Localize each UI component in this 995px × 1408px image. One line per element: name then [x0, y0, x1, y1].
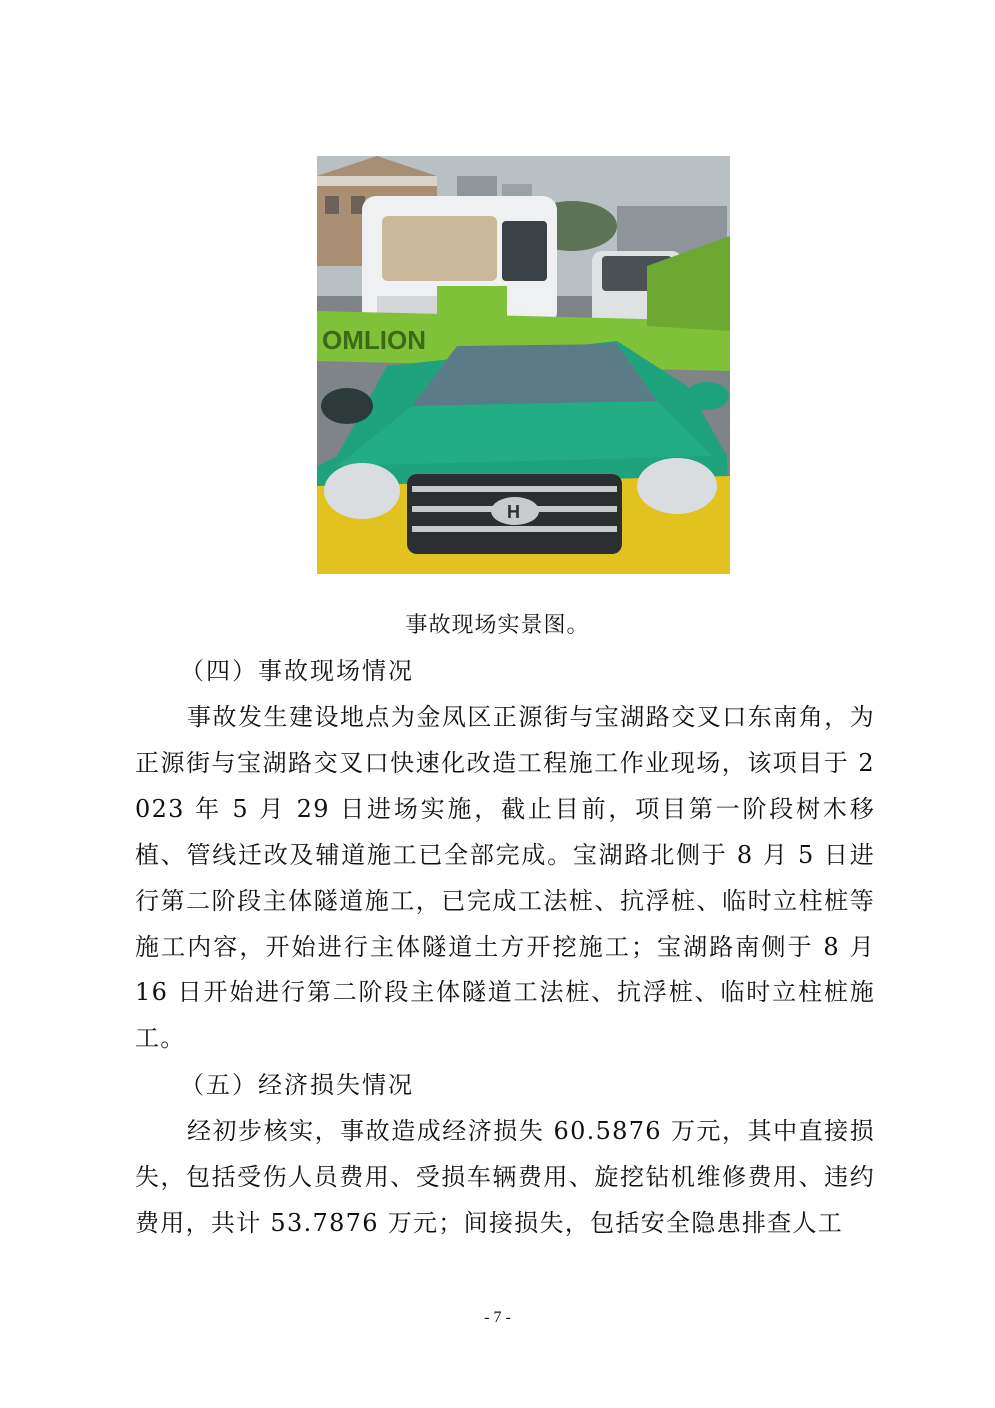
- svg-text:H: H: [507, 502, 520, 522]
- loss-paragraph: 经初步核实，事故造成经济损失 60.5876 万元，其中直接损失，包括受伤人员费用、受损车辆费用、旋挖钻机维修费用、违约费用，共计 53.7876 万元；间接损失，包括安全隐患排查人工: [135, 1117, 875, 1237]
- page-number: - 7 -: [484, 1309, 511, 1326]
- svg-text:OMLION: OMLION: [322, 325, 426, 355]
- scene-paragraph: 事故发生建设地点为金凤区正源街与宝湖路交叉口东南角，为正源街与宝湖路交叉口快速化改造工程施工作业现场，该项目于 2023 年 5 月 29 日进场实施，截止目前，项目第一阶段树木移植、管线迁改及辅道施工已全部完成。宝湖路北侧于 8 月 5 日进行第二阶段主体隧道施工，已完成工法桩、抗浮桩、临时立柱桩等施工内容，开始进行主体隧道土方开挖施工；宝湖路南侧于 8 月 16 日开始进行第二阶段主体隧道工法桩、抗浮桩、临时立柱桩施工。: [135, 703, 875, 1053]
- section-heading-loss: （五）经济损失情况: [180, 1071, 414, 1099]
- accident-scene-photo: [317, 156, 730, 574]
- section-heading-scene: （四）事故现场情况: [180, 657, 414, 685]
- figure-caption: 事故现场实景图。: [405, 613, 590, 638]
